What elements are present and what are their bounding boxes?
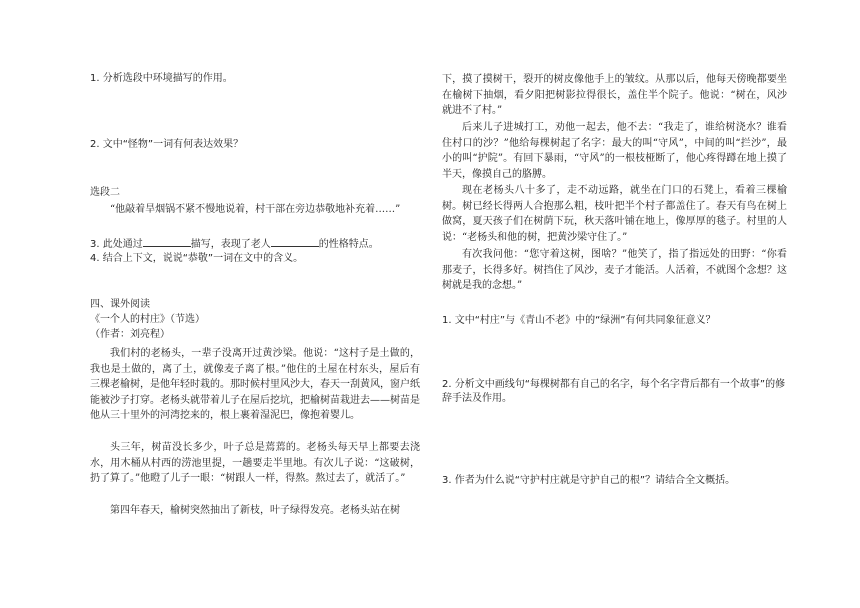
paragraph-6: 有次我问他：“您守着这树，图啥？”他笑了，指了指远处的田野：“你看那麦子，长得多好。树挡住了风沙，麦子才能活。人活着，不就图个念想？这树就是我的念想。”: [442, 249, 787, 291]
paragraph-4: 后来儿子进城打工，劝他一起去，他不去：“我走了，谁给树浇水？谁看住村口的沙？”他给每棵树起了名字：最大的叫“守风”，中间的叫“拦沙”，最小的叫“护院”。有回下暴雨，“守风”的一根枝桠断了，他心疼得蹲在地上摸了半天，像摸自己的胳膊。: [442, 122, 787, 180]
answer-blank-2[interactable]: [271, 236, 319, 247]
question-4: 4. 结合上下文，说说“恭敬”一词在文中的含义。: [90, 253, 304, 264]
paragraph-2: 头三年，树苗没长多少，叶子总是蔫蔫的。老杨头每天早上都要去浇水，用木桶从村西的涝池里提，一趟要走半里地。有次儿子说：“这破树，扔了算了。”他瞪了儿子一眼：“树跟人一样，得熬。熬过去了，就活了。”: [90, 442, 420, 484]
question-3: [90, 236, 379, 252]
reading-question-2: 2. 分析文中画线句“每棵树都有自己的名字，每个名字背后都有一个故事”的修辞手法及作用。: [442, 379, 786, 404]
reading-question-3: 3. 作者为什么说“守护村庄就是守护自己的根”？请结合全文概括。: [442, 475, 736, 486]
question-3-suffix: 的性格特点。: [318, 239, 379, 250]
paragraph-3-continued: 下，摸了摸树干，裂开的树皮像他手上的皱纹。从那以后，他每天傍晚都要坐在榆树下抽烟，看夕阳把树影拉得很长，盖住半个院子。他说：“树在，风沙就进不了村。”: [442, 74, 787, 116]
question-3-mid: 描写，表现了老人: [190, 239, 271, 250]
section-2-quote: “他敲着旱烟锅不紧不慢地说着，村干部在旁边恭敬地补充着……”: [110, 204, 401, 215]
question-3-prefix: 3. 此处通过: [90, 239, 143, 250]
section-2-title: 选段二: [90, 187, 120, 198]
answer-blank-1[interactable]: [143, 236, 191, 247]
paragraph-3-start: 第四年春天，榆树突然抽出了新枝，叶子绿得发亮。老杨头站在树: [110, 505, 400, 516]
article-author: （作者：刘亮程）: [90, 329, 170, 340]
article-title: 《一个人的村庄》（节选）: [90, 314, 205, 325]
reading-question-1: 1. 文中“村庄”与《青山不老》中的“绿洲”有何共同象征意义？: [442, 315, 716, 326]
question-2: 2. 文中“怪物”一词有何表达效果？: [90, 139, 244, 150]
question-1: 1. 分析选段中环境描写的作用。: [90, 73, 233, 84]
paragraph-5: 现在老杨头八十多了，走不动远路，就坐在门口的石凳上，看着三棵榆树。树已经长得两人合抱那么粗，枝叶把半个村子都盖住了。春天有鸟在树上做窝，夏天孩子们在树荫下玩，秋天落叶铺在地上，像厚厚的毯子。村里的人说：“老杨头和他的树，把黄沙梁守住了。”: [442, 185, 787, 243]
part-4-title: 四、课外阅读: [90, 299, 150, 310]
paragraph-1: 我们村的老杨头，一辈子没离开过黄沙梁。他说：“这村子是土做的，我也是土做的，离了土，就像麦子离了根。”他住的土屋在村东头，屋后有三棵老榆树，是他年轻时栽的。那时候村里风沙大，春天一刮黄风，窗户纸能被沙子打穿。老杨头就带着儿子在屋后挖坑，把榆树苗栽进去——树苗是他从三十里外的河湾挖来的，根上裹着湿泥巴，像抱着婴儿。: [90, 348, 420, 421]
